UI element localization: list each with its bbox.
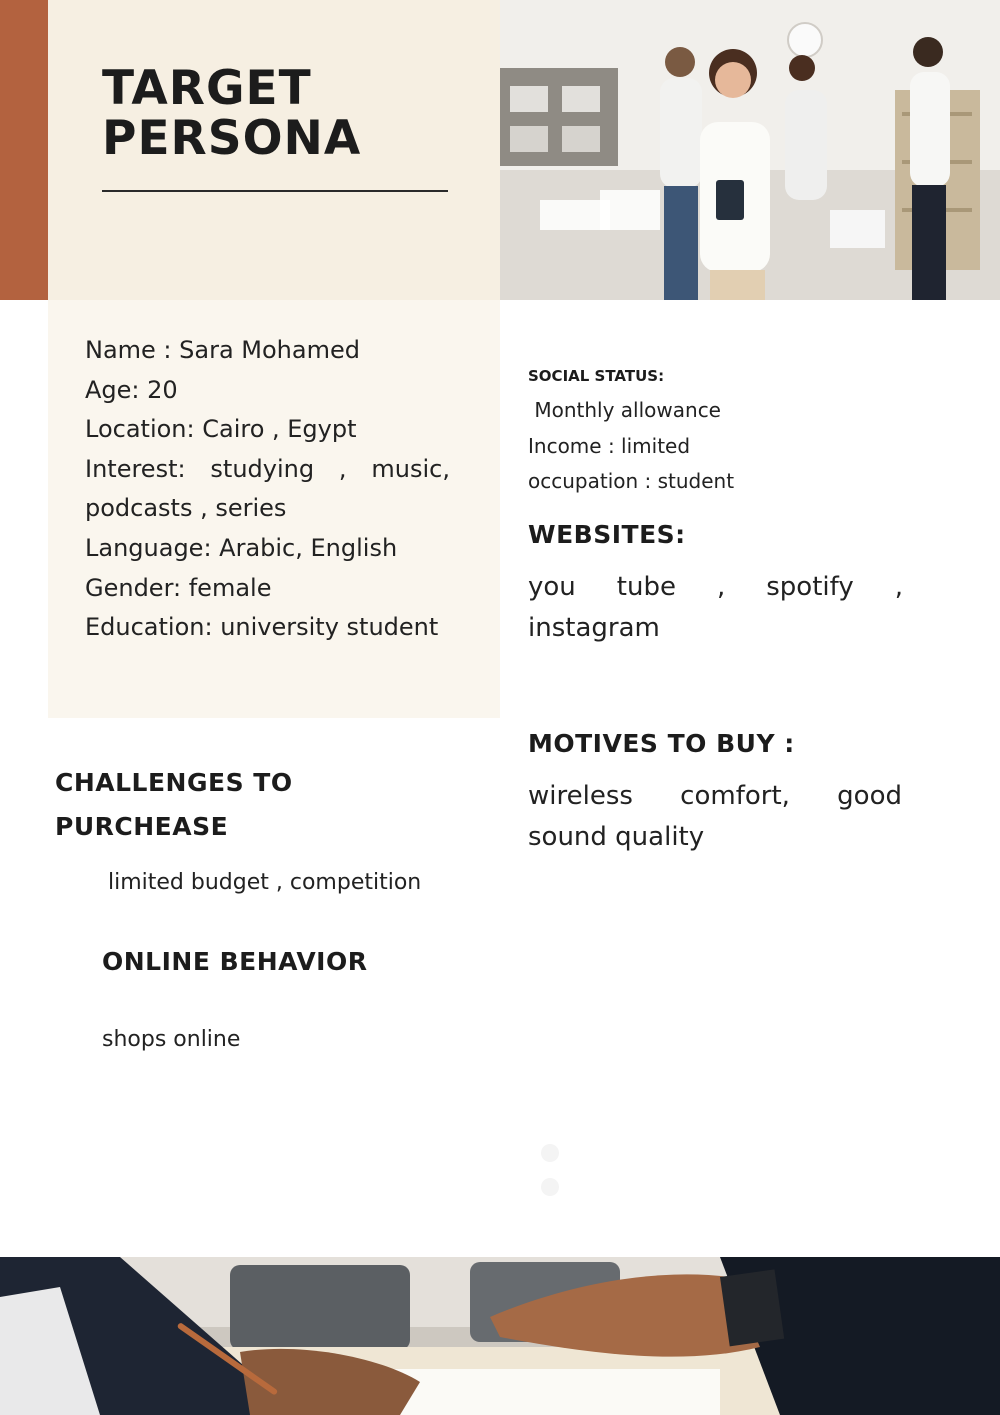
accent-bar bbox=[0, 0, 48, 300]
title-line-1: TARGET bbox=[102, 61, 312, 116]
office-team-photo bbox=[500, 0, 1000, 300]
info-location: Location: Cairo , Egypt bbox=[85, 415, 357, 444]
business-meeting-illustration bbox=[0, 1257, 1000, 1415]
challenges-heading-line-1: CHALLENGES TO bbox=[55, 768, 293, 797]
websites-heading: WEBSITES: bbox=[528, 520, 686, 549]
social-line-allowance: Monthly allowance bbox=[528, 398, 721, 422]
challenges-heading-line-2: PURCHEASE bbox=[55, 812, 229, 841]
online-behavior-text: shops online bbox=[102, 1027, 241, 1052]
social-line-occupation: occupation : student bbox=[528, 469, 735, 493]
motives-heading: MOTIVES TO BUY : bbox=[528, 729, 795, 758]
faint-dot-2 bbox=[541, 1178, 559, 1196]
challenges-text: limited budget , competition bbox=[108, 870, 422, 895]
info-gender: Gender: female bbox=[85, 573, 272, 602]
websites-text: you tube , spotify , instagram bbox=[528, 572, 903, 643]
personal-info-list bbox=[85, 331, 450, 648]
online-behavior-heading: ONLINE BEHAVIOR bbox=[102, 947, 368, 976]
social-status-heading: SOCIAL STATUS: bbox=[528, 367, 665, 385]
info-language: Language: Arabic, English bbox=[85, 533, 398, 562]
office-team-illustration bbox=[500, 0, 1000, 300]
page-title bbox=[102, 61, 362, 166]
motives-text: wireless comfort, good sound quality bbox=[528, 781, 902, 852]
info-interest: Interest: studying , music, podcasts , series bbox=[85, 454, 450, 523]
title-panel bbox=[48, 0, 500, 300]
challenges-heading bbox=[55, 761, 293, 849]
info-name: Name : Sara Mohamed bbox=[85, 336, 360, 364]
title-line-2: PERSONA bbox=[102, 111, 362, 166]
social-line-income: Income : limited bbox=[528, 433, 691, 458]
faint-dot-1 bbox=[541, 1144, 559, 1162]
info-age: Age: 20 bbox=[85, 375, 178, 404]
social-status-lines bbox=[528, 393, 734, 500]
business-meeting-photo bbox=[0, 1257, 1000, 1415]
title-divider bbox=[102, 190, 448, 192]
info-education: Education: university student bbox=[85, 613, 439, 642]
